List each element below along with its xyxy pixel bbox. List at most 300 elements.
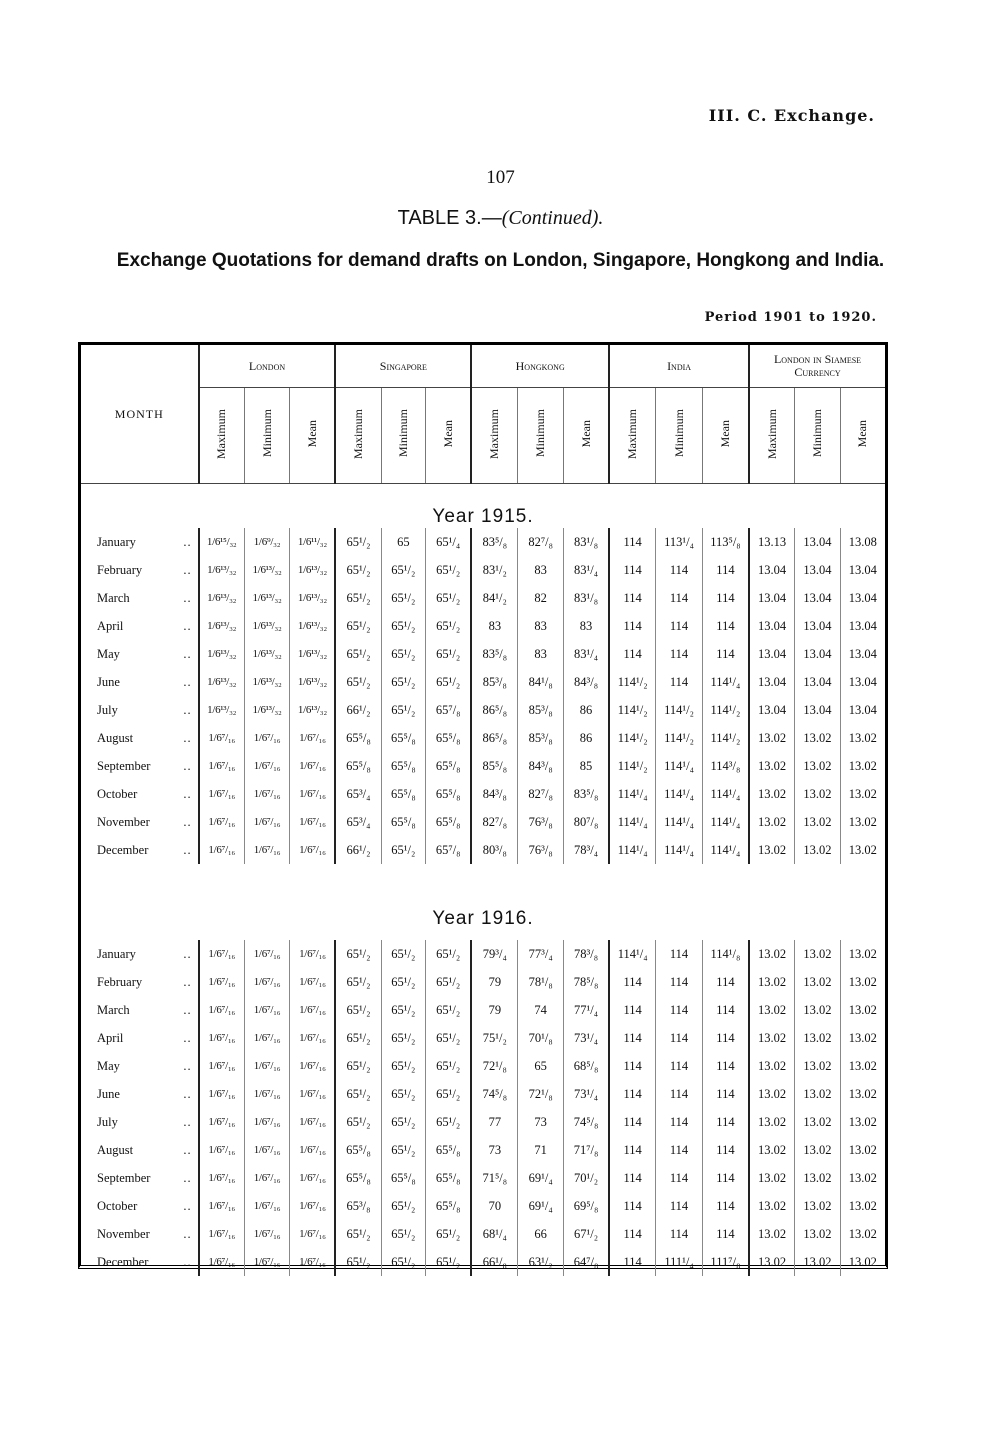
value-cell: 13.02: [749, 1108, 795, 1136]
table-row: [81, 1024, 885, 1052]
leader-dots: ..: [183, 842, 192, 857]
value-cell: 13.02: [749, 752, 795, 780]
value-cell: 65¹/₂: [426, 668, 472, 696]
value-cell: 85³/₈: [518, 696, 564, 724]
value-cell: 13.02: [749, 1164, 795, 1192]
value-cell: 1/6⁷/₁₆: [244, 1080, 290, 1108]
value-cell: 65¹/₂: [426, 640, 472, 668]
value-cell: 1/6⁷/₁₆: [199, 1192, 245, 1220]
value-cell: 65⁵/₈: [426, 1192, 472, 1220]
month-cell: [81, 1052, 199, 1080]
value-cell: 65: [381, 528, 426, 556]
value-cell: 114: [609, 584, 656, 612]
value-cell: 71⁷/₈: [563, 1136, 609, 1164]
group-header-london-siamese: London in Siamese Currency: [749, 345, 885, 388]
value-cell: 1/6⁷/₁₆: [290, 836, 336, 864]
leader-dots: ..: [183, 1058, 192, 1073]
value-cell: 1/6¹³/₃₂: [244, 612, 290, 640]
value-cell: 13.02: [749, 1192, 795, 1220]
value-cell: 13.04: [840, 556, 885, 584]
value-cell: 65¹/₂: [335, 668, 381, 696]
value-cell: 85³/₈: [471, 668, 518, 696]
value-cell: 114¹/₂: [702, 696, 749, 724]
value-cell: 65¹/₂: [381, 1248, 426, 1276]
subheader-minimum: [244, 388, 290, 484]
value-cell: 13.04: [749, 556, 795, 584]
value-cell: 114: [656, 1024, 703, 1052]
value-cell: 78⁵/₈: [563, 968, 609, 996]
value-cell: 13.04: [749, 612, 795, 640]
value-cell: 83: [518, 640, 564, 668]
value-cell: 1/6⁷/₁₆: [199, 1164, 245, 1192]
value-cell: 1/6⁷/₁₆: [290, 996, 336, 1024]
value-cell: 1/6⁷/₁₆: [199, 996, 245, 1024]
table-row: [81, 724, 885, 752]
month-cell: [81, 1248, 199, 1276]
value-cell: 65⁵/₈: [426, 1164, 472, 1192]
value-cell: 114: [609, 1136, 656, 1164]
subheader-label: Minimum: [259, 409, 274, 458]
value-cell: 1/6⁷/₁₆: [244, 1136, 290, 1164]
table-row: [81, 1136, 885, 1164]
value-cell: 78³/₈: [563, 940, 609, 968]
value-cell: 65¹/₂: [381, 836, 426, 864]
table-row: [81, 696, 885, 724]
value-cell: 114: [656, 640, 703, 668]
value-cell: 114: [609, 1192, 656, 1220]
value-cell: 1/6¹³/₃₂: [290, 556, 336, 584]
value-cell: 114: [656, 612, 703, 640]
leader-dots: ..: [183, 1142, 192, 1157]
month-name: February: [97, 974, 143, 989]
value-cell: 114¹/₄: [656, 836, 703, 864]
month-cell: [81, 584, 199, 612]
value-cell: 63¹/₂: [518, 1248, 564, 1276]
value-cell: 65¹/₂: [335, 1080, 381, 1108]
value-cell: 1/6¹⁵/₃₂: [199, 528, 245, 556]
exchange-table: [81, 345, 885, 1276]
value-cell: 114: [656, 940, 703, 968]
value-cell: 65¹/₂: [381, 696, 426, 724]
value-cell: 114¹/₄: [609, 940, 656, 968]
value-cell: 65¹/₂: [335, 1220, 381, 1248]
leader-dots: ..: [183, 1198, 192, 1213]
value-cell: 65⁵/₈: [426, 1136, 472, 1164]
value-cell: 13.02: [749, 1136, 795, 1164]
subheader-maximum: [471, 388, 518, 484]
subheader-label: Maximum: [214, 408, 229, 459]
subheader-minimum: [381, 388, 426, 484]
value-cell: 114: [702, 1024, 749, 1052]
group-header-india: India: [609, 345, 749, 388]
value-cell: 65¹/₂: [335, 1024, 381, 1052]
value-cell: 114: [656, 584, 703, 612]
leader-dots: ..: [183, 814, 192, 829]
value-cell: 1/6⁷/₁₆: [199, 968, 245, 996]
value-cell: 13.02: [749, 968, 795, 996]
value-cell: 65¹/₂: [381, 612, 426, 640]
value-cell: 80³/₈: [471, 836, 518, 864]
value-cell: 86⁵/₈: [471, 724, 518, 752]
value-cell: 114¹/₂: [609, 724, 656, 752]
value-cell: 13.02: [840, 752, 885, 780]
value-cell: 1/6⁷/₁₆: [244, 1164, 290, 1192]
table-row: [81, 1080, 885, 1108]
value-cell: 79³/₄: [471, 940, 518, 968]
value-cell: 65⁷/₈: [426, 696, 472, 724]
month-cell: [81, 696, 199, 724]
value-cell: 13.02: [840, 1052, 885, 1080]
subheader-minimum: [795, 388, 841, 484]
value-cell: 1/6¹³/₃₂: [290, 696, 336, 724]
value-cell: 65³/₄: [335, 808, 381, 836]
table-row: [81, 640, 885, 668]
subheader-mean: [840, 388, 885, 484]
value-cell: 13.02: [795, 1024, 841, 1052]
value-cell: 114: [702, 1136, 749, 1164]
value-cell: 1/6¹³/₃₂: [244, 640, 290, 668]
leader-dots: ..: [183, 758, 192, 773]
value-cell: 13.02: [840, 1192, 885, 1220]
month-cell: [81, 1220, 199, 1248]
value-cell: 13.04: [840, 668, 885, 696]
value-cell: 114¹/₈: [702, 940, 749, 968]
table-row: [81, 1248, 885, 1276]
value-cell: 65¹/₂: [335, 528, 381, 556]
value-cell: 1/6⁷/₁₆: [290, 1192, 336, 1220]
month-name: January: [97, 946, 136, 961]
value-cell: 114¹/₄: [702, 808, 749, 836]
value-cell: 114¹/₂: [702, 724, 749, 752]
value-cell: 13.02: [795, 1108, 841, 1136]
value-cell: 74: [518, 996, 564, 1024]
value-cell: 65: [518, 1052, 564, 1080]
value-cell: 114¹/₂: [609, 752, 656, 780]
value-cell: 69⁵/₈: [563, 1192, 609, 1220]
value-cell: 1/6⁷/₁₆: [199, 1080, 245, 1108]
value-cell: 13.08: [840, 528, 885, 556]
value-cell: 69¹/₄: [518, 1192, 564, 1220]
table-row: [81, 996, 885, 1024]
value-cell: 1/6¹³/₃₂: [199, 556, 245, 584]
month-cell: [81, 612, 199, 640]
value-cell: 1/6¹³/₃₂: [244, 556, 290, 584]
value-cell: 1/6⁷/₁₆: [244, 724, 290, 752]
value-cell: 114: [702, 612, 749, 640]
leader-dots: ..: [183, 618, 192, 633]
month-name: July: [97, 702, 118, 717]
value-cell: 65⁵/₈: [426, 780, 472, 808]
value-cell: 80⁷/₈: [563, 808, 609, 836]
value-cell: 82⁷/₈: [518, 528, 564, 556]
month-name: December: [97, 1254, 149, 1269]
month-name: September: [97, 1170, 151, 1185]
month-cell: [81, 968, 199, 996]
value-cell: 84¹/₈: [518, 668, 564, 696]
value-cell: 13.02: [795, 1080, 841, 1108]
value-cell: 65⁵/₈: [426, 724, 472, 752]
value-cell: 114: [609, 1220, 656, 1248]
leader-dots: ..: [183, 702, 192, 717]
year-gap: [81, 930, 885, 940]
value-cell: 65¹/₂: [426, 940, 472, 968]
month-name: February: [97, 562, 143, 577]
value-cell: 114: [656, 1108, 703, 1136]
subheader-label: Mean: [304, 419, 319, 448]
value-cell: 13.02: [795, 836, 841, 864]
value-cell: 1/6¹³/₃₂: [244, 668, 290, 696]
table-row: [81, 668, 885, 696]
month-name: August: [97, 1142, 134, 1157]
value-cell: 13.02: [749, 996, 795, 1024]
value-cell: 114: [702, 640, 749, 668]
value-cell: 1/6⁹/₃₂: [244, 528, 290, 556]
month-name: April: [97, 1030, 124, 1045]
subheader-label: Maximum: [625, 408, 640, 459]
value-cell: 114¹/₄: [609, 808, 656, 836]
value-cell: 1/6⁷/₁₆: [290, 940, 336, 968]
value-cell: 65¹/₂: [335, 612, 381, 640]
value-cell: 114¹/₄: [609, 836, 656, 864]
month-name: July: [97, 1114, 118, 1129]
month-cell: [81, 808, 199, 836]
value-cell: 13.02: [840, 1136, 885, 1164]
table-row: [81, 1220, 885, 1248]
month-name: May: [97, 1058, 120, 1073]
value-cell: 13.02: [795, 808, 841, 836]
value-cell: 66¹/₂: [335, 696, 381, 724]
month-cell: [81, 668, 199, 696]
value-cell: 1/6⁷/₁₆: [290, 1248, 336, 1276]
month-cell: [81, 1108, 199, 1136]
value-cell: 65³/₄: [335, 780, 381, 808]
year-heading-row: [81, 886, 885, 930]
table-row: [81, 1164, 885, 1192]
group-header-singapore: Singapore: [335, 345, 471, 388]
value-cell: 13.02: [840, 996, 885, 1024]
value-cell: 13.04: [749, 584, 795, 612]
year-heading: Year 1916.: [432, 908, 534, 929]
table-row: [81, 612, 885, 640]
value-cell: 13.04: [795, 696, 841, 724]
value-cell: 65¹/₂: [426, 1052, 472, 1080]
value-cell: 1/6⁷/₁₆: [199, 1248, 245, 1276]
value-cell: 83¹/₄: [563, 640, 609, 668]
value-cell: 77¹/₄: [563, 996, 609, 1024]
table-row: [81, 780, 885, 808]
value-cell: 13.02: [840, 808, 885, 836]
leader-dots: ..: [183, 730, 192, 745]
month-name: January: [97, 534, 136, 549]
leader-dots: ..: [183, 1170, 192, 1185]
value-cell: 13.02: [840, 780, 885, 808]
leader-dots: ..: [183, 1226, 192, 1241]
value-cell: 13.02: [795, 780, 841, 808]
value-cell: 65¹/₂: [426, 612, 472, 640]
month-name: October: [97, 786, 138, 801]
value-cell: 1/6⁷/₁₆: [199, 1136, 245, 1164]
value-cell: 74⁵/₈: [471, 1080, 518, 1108]
value-cell: 114¹/₂: [656, 724, 703, 752]
value-cell: 13.02: [795, 1164, 841, 1192]
value-cell: 65¹/₂: [381, 668, 426, 696]
month-cell: [81, 780, 199, 808]
value-cell: 1/6⁷/₁₆: [244, 780, 290, 808]
value-cell: 1/6⁷/₁₆: [244, 1192, 290, 1220]
value-cell: 13.02: [795, 1220, 841, 1248]
value-cell: 83¹/₈: [563, 584, 609, 612]
value-cell: 65⁵/₈: [335, 1164, 381, 1192]
value-cell: 114: [702, 1164, 749, 1192]
value-cell: 13.04: [795, 528, 841, 556]
value-cell: 1/6⁷/₁₆: [244, 940, 290, 968]
subheader-maximum: [199, 388, 245, 484]
subheader-minimum: [518, 388, 564, 484]
value-cell: 13.13: [749, 528, 795, 556]
value-cell: 13.02: [840, 940, 885, 968]
value-cell: 1/6⁷/₁₆: [244, 1108, 290, 1136]
subheader-mean: [563, 388, 609, 484]
value-cell: 65¹/₂: [335, 940, 381, 968]
value-cell: 64⁷/₈: [563, 1248, 609, 1276]
value-cell: 114: [656, 1192, 703, 1220]
value-cell: 1/6⁷/₁₆: [290, 780, 336, 808]
month-name: June: [97, 674, 120, 689]
value-cell: 65¹/₂: [426, 1248, 472, 1276]
month-name: November: [97, 814, 150, 829]
value-cell: 13.04: [840, 584, 885, 612]
value-cell: 114: [702, 584, 749, 612]
value-cell: 13.02: [840, 724, 885, 752]
month-name: September: [97, 758, 151, 773]
value-cell: 111⁷/₈: [702, 1248, 749, 1276]
value-cell: 1/6⁷/₁₆: [199, 808, 245, 836]
subheader-label: Mean: [717, 419, 732, 448]
leader-dots: ..: [183, 1254, 192, 1269]
month-name: August: [97, 730, 134, 745]
table-frame: [78, 342, 888, 1269]
subheader-mean: [426, 388, 472, 484]
value-cell: 65¹/₂: [381, 1080, 426, 1108]
value-cell: 1/6⁷/₁₆: [244, 808, 290, 836]
value-cell: 1/6⁷/₁₆: [290, 1024, 336, 1052]
value-cell: 65¹/₂: [426, 968, 472, 996]
value-cell: 114¹/₄: [656, 752, 703, 780]
subheader-label: Maximum: [487, 408, 502, 459]
value-cell: 1/6¹¹/₃₂: [290, 528, 336, 556]
value-cell: 1/6¹³/₃₂: [290, 668, 336, 696]
value-cell: 114: [656, 1080, 703, 1108]
value-cell: 13.02: [840, 1248, 885, 1276]
month-name: March: [97, 1002, 130, 1017]
value-cell: 1/6¹³/₃₂: [244, 696, 290, 724]
table-row: [81, 836, 885, 864]
table-row: [81, 556, 885, 584]
value-cell: 114: [609, 1024, 656, 1052]
value-cell: 13.04: [795, 640, 841, 668]
value-cell: 1/6⁷/₁₆: [290, 968, 336, 996]
subheader-label: Maximum: [350, 408, 365, 459]
value-cell: 114: [609, 1052, 656, 1080]
value-cell: 70: [471, 1192, 518, 1220]
value-cell: 84³/₈: [518, 752, 564, 780]
value-cell: 84¹/₂: [471, 584, 518, 612]
table-title: TABLE 3.—(Continued).: [397, 207, 604, 229]
value-cell: 69¹/₄: [518, 1164, 564, 1192]
value-cell: 65¹/₂: [381, 1220, 426, 1248]
value-cell: 13.02: [795, 752, 841, 780]
value-cell: 84³/₈: [563, 668, 609, 696]
value-cell: 67¹/₂: [563, 1220, 609, 1248]
value-cell: 82⁷/₈: [471, 808, 518, 836]
value-cell: 13.02: [840, 836, 885, 864]
value-cell: 65¹/₂: [381, 1192, 426, 1220]
value-cell: 74⁵/₈: [563, 1108, 609, 1136]
value-cell: 78³/₄: [563, 836, 609, 864]
value-cell: 1/6⁷/₁₆: [199, 836, 245, 864]
period-label: Period 1901 to 1920.: [704, 310, 877, 325]
value-cell: 13.02: [840, 1220, 885, 1248]
value-cell: 65⁷/₈: [426, 836, 472, 864]
year-spacer: [81, 864, 885, 886]
table-body: [81, 484, 885, 1277]
value-cell: 65¹/₂: [426, 1080, 472, 1108]
leader-dots: ..: [183, 1114, 192, 1129]
value-cell: 85⁵/₈: [471, 752, 518, 780]
value-cell: 86: [563, 696, 609, 724]
value-cell: 65⁵/₈: [381, 808, 426, 836]
value-cell: 1/6⁷/₁₆: [199, 724, 245, 752]
value-cell: 65¹/₂: [381, 968, 426, 996]
value-cell: 13.02: [749, 1052, 795, 1080]
value-cell: 114¹/₂: [609, 668, 656, 696]
value-cell: 114: [656, 1220, 703, 1248]
value-cell: 79: [471, 996, 518, 1024]
table-row: [81, 940, 885, 968]
value-cell: 114: [609, 1164, 656, 1192]
value-cell: 1/6⁷/₁₆: [199, 1108, 245, 1136]
value-cell: 114: [609, 640, 656, 668]
value-cell: 114: [609, 528, 656, 556]
value-cell: 65¹/₂: [381, 556, 426, 584]
value-cell: 13.02: [795, 1192, 841, 1220]
value-cell: 65³/₈: [335, 1192, 381, 1220]
value-cell: 114: [609, 612, 656, 640]
month-cell: [81, 556, 199, 584]
subheader-minimum: [656, 388, 703, 484]
value-cell: 114: [609, 1108, 656, 1136]
year-heading: Year 1915.: [432, 506, 534, 527]
value-cell: 86⁵/₈: [471, 696, 518, 724]
value-cell: 114: [656, 996, 703, 1024]
value-cell: 114: [702, 1192, 749, 1220]
subheader-maximum: [609, 388, 656, 484]
month-name: April: [97, 618, 124, 633]
month-cell: [81, 1080, 199, 1108]
value-cell: 1/6⁷/₁₆: [290, 724, 336, 752]
value-cell: 65⁵/₈: [381, 724, 426, 752]
value-cell: 83¹/₄: [563, 556, 609, 584]
value-cell: 83⁵/₈: [471, 640, 518, 668]
value-cell: 65¹/₂: [335, 640, 381, 668]
month-cell: [81, 1192, 199, 1220]
value-cell: 65¹/₂: [335, 1248, 381, 1276]
value-cell: 65¹/₂: [381, 996, 426, 1024]
value-cell: 13.02: [840, 1024, 885, 1052]
section-heading: III. C. Exchange.: [708, 106, 875, 125]
month-name: December: [97, 842, 149, 857]
value-cell: 114¹/₄: [609, 780, 656, 808]
